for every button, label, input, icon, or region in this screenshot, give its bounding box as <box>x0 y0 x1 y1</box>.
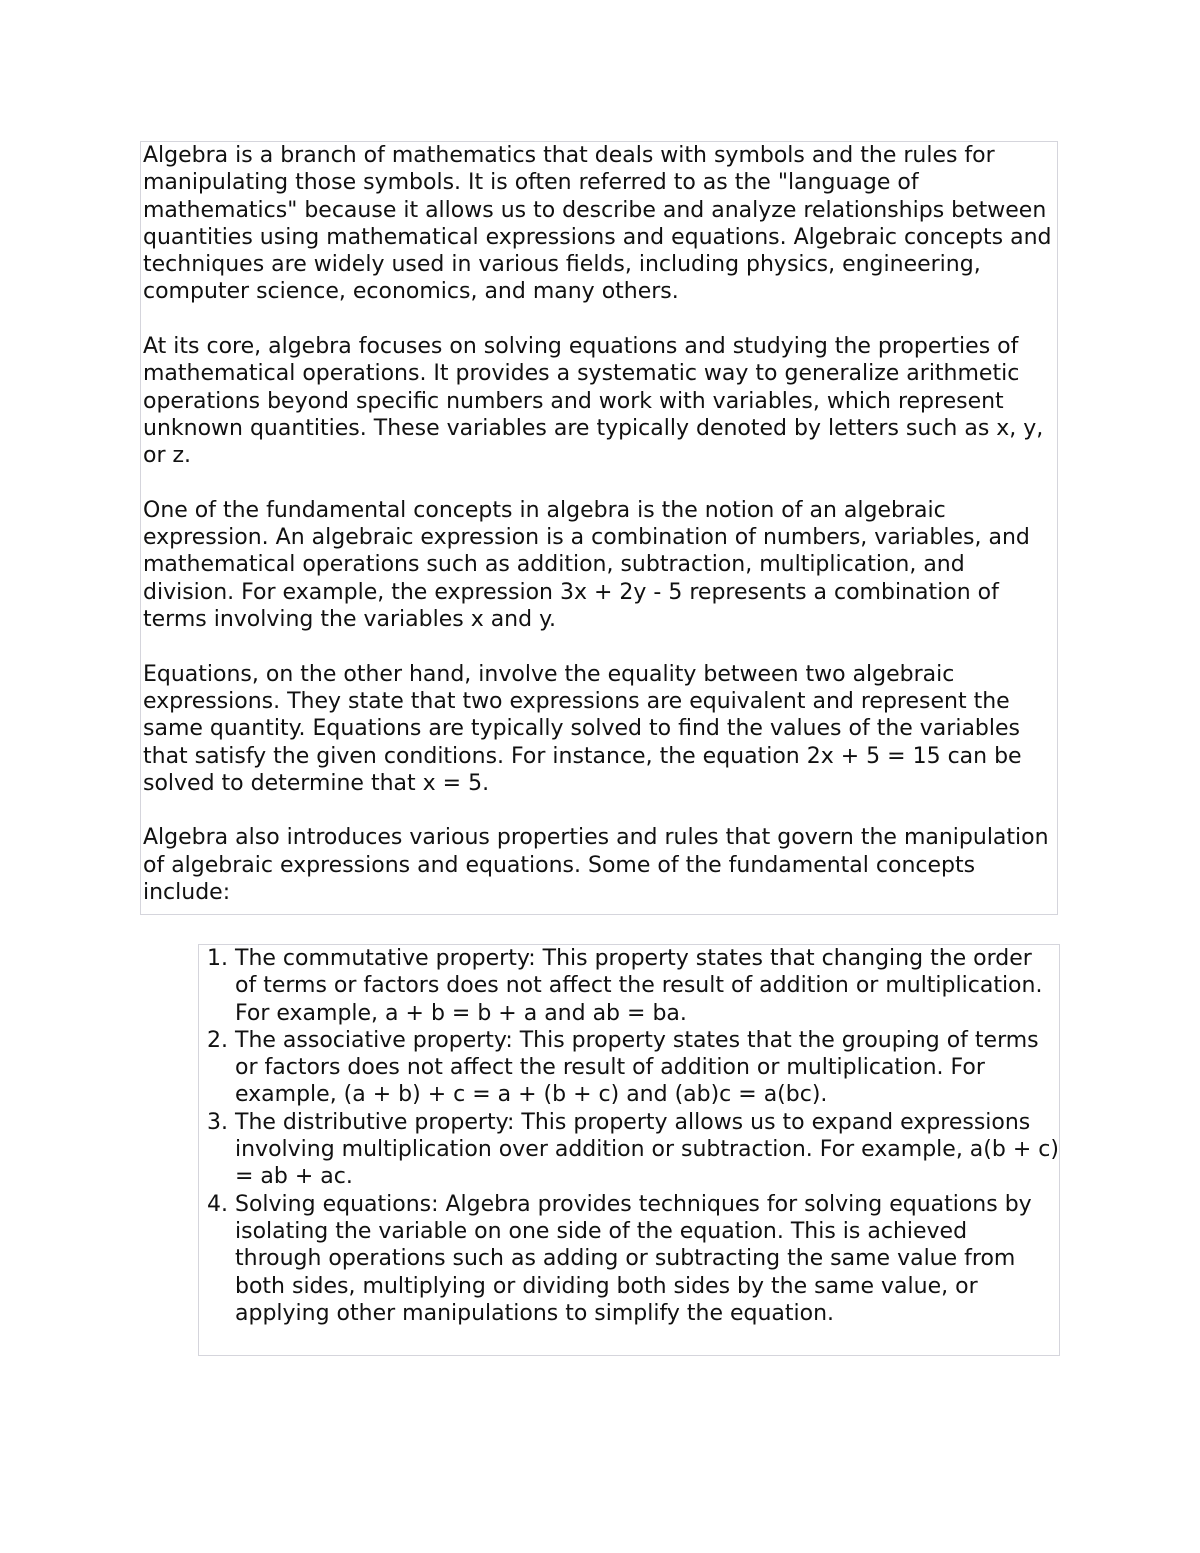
intro-paragraph: One of the fundamental concepts in algebra is the notion of an algebraic expression. An algebraic expression is a combination of numbers, variables, and mathematical operations such as addition, subtraction, multiplication, and division. For example, the expression 3x + 2y - 5 represents a combination of terms involving the variables x and y. <box>143 497 1030 633</box>
concept-list <box>199 945 1059 1327</box>
list-item: 4. Solving equations: Algebra provides techniques for solving equations by isolating the variable on one side of the equation. This is achieved through operations such as adding or subtracting the same value from both sides, multiplying or dividing both sides by the same value, or applying other manipulations to simplify the equation. <box>235 1191 1059 1327</box>
intro-text-box <box>140 141 1058 915</box>
intro-paragraph: At its core, algebra focuses on solving equations and studying the properties of mathematical operations. It provides a systematic way to generalize arithmetic operations beyond specific numbers and work with variables, which represent unknown quantities. These variables are typically denoted by letters such as x, y, or z. <box>143 334 1044 469</box>
intro-paragraph: Algebra is a branch of mathematics that deals with symbols and the rules for manipulating those symbols. It is often referred to as the "language of mathematics" because it allows us to describe and analyze relationships between quantities using mathematical expressions and equations. Algebraic concepts and techniques are widely used in various fields, including physics, engineering, computer science, economics, and many others. <box>143 143 1052 305</box>
intro-paragraph: Equations, on the other hand, involve the equality between two algebraic expressions. They state that two expressions are equivalent and represent the same quantity. Equations are typically solved to find the values of the variables that satisfy the given conditions. For instance, the equation 2x + 5 = 15 can be solved to determine that x = 5. <box>143 661 1022 796</box>
concept-list-box <box>198 944 1060 1356</box>
list-item: 2. The associative property: This property states that the grouping of terms or factors does not affect the result of addition or multiplication. For example, (a + b) + c = a + (b + c) and (ab)c = a(bc). <box>235 1027 1059 1109</box>
list-item: 1. The commutative property: This property states that changing the order of terms or factors does not affect the result of addition or multiplication. For example, a + b = b + a and ab = ba. <box>235 945 1059 1027</box>
intro-paragraph: Algebra also introduces various properties and rules that govern the manipulation of algebraic expressions and equations. Some of the fundamental concepts include: <box>143 825 1049 906</box>
list-item: 3. The distributive property: This property allows us to expand expressions involving multiplication over addition or subtraction. For example, a(b + c) = ab + ac. <box>235 1109 1059 1191</box>
